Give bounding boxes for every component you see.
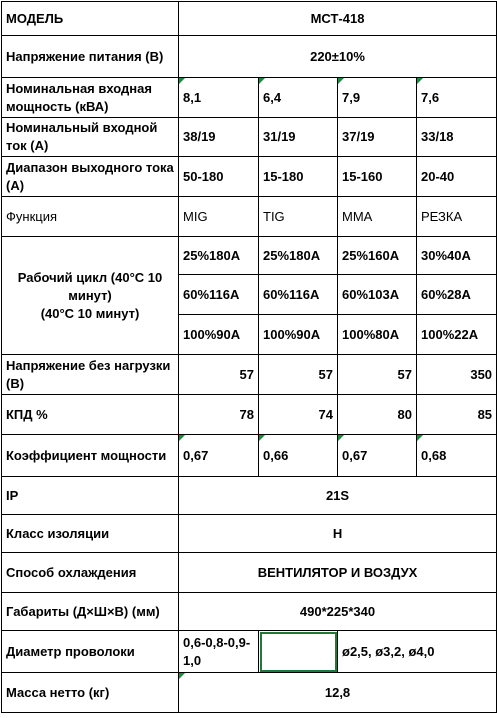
ip-value[interactable]: 21S [179, 477, 497, 515]
power-factor-cell[interactable]: 0,67 [179, 435, 259, 477]
rated-input-current-cell[interactable]: 33/18 [417, 118, 497, 157]
efficiency-cell[interactable]: 80 [338, 395, 417, 435]
model-label[interactable]: МОДЕЛЬ [2, 2, 179, 36]
power-factor-label[interactable]: Коэффициент мощности [2, 435, 179, 477]
row-dimensions [2, 593, 497, 631]
function-cell[interactable]: MMA [338, 197, 417, 237]
no-load-voltage-cell[interactable]: 57 [179, 355, 259, 395]
function-label[interactable]: Функция [2, 197, 179, 237]
duty-cycle-cell[interactable]: 100%22A [417, 315, 497, 355]
rated-input-power-cell[interactable]: 8,1 [179, 78, 259, 118]
function-cell[interactable]: РЕЗКА [417, 197, 497, 237]
cooling-label[interactable]: Способ охлаждения [2, 553, 179, 593]
supply-voltage-value[interactable]: 220±10% [179, 36, 497, 78]
duty-cycle-cell[interactable]: 25%180A [179, 237, 259, 275]
rated-input-current-label[interactable]: Номинальный входной ток (А) [2, 118, 179, 157]
rated-input-power-cell[interactable]: 7,9 [338, 78, 417, 118]
duty-cycle-label-line1: Рабочий цикл (40°C 10 минут) [17, 269, 163, 303]
rated-input-power-cell[interactable]: 7,6 [417, 78, 497, 118]
duty-cycle-cell[interactable]: 100%90A [179, 315, 259, 355]
row-insulation-class [2, 515, 497, 553]
duty-cycle-cell[interactable]: 60%116A [179, 275, 259, 315]
row-ip [2, 477, 497, 515]
row-duty-cycle-1 [2, 237, 497, 275]
duty-cycle-cell[interactable]: 100%80A [338, 315, 417, 355]
output-range-label[interactable]: Диапазон выходного тока (А) [2, 157, 179, 197]
model-value[interactable]: МСТ-418 [179, 2, 497, 36]
no-load-voltage-cell[interactable]: 57 [259, 355, 338, 395]
insulation-class-label[interactable]: Класс изоляции [2, 515, 179, 553]
ip-label[interactable]: IP [2, 477, 179, 515]
duty-cycle-cell[interactable]: 25%160A [338, 237, 417, 275]
cooling-value[interactable]: ВЕНТИЛЯТОР И ВОЗДУХ [179, 553, 497, 593]
function-cell[interactable]: MIG [179, 197, 259, 237]
rated-input-current-cell[interactable]: 31/19 [259, 118, 338, 157]
duty-cycle-cell[interactable]: 100%90A [259, 315, 338, 355]
efficiency-cell[interactable]: 78 [179, 395, 259, 435]
row-output-range [2, 157, 497, 197]
row-rated-input-power [2, 78, 497, 118]
duty-cycle-cell[interactable]: 60%116A [259, 275, 338, 315]
row-supply-voltage [2, 36, 497, 78]
no-load-voltage-cell[interactable]: 350 [417, 355, 497, 395]
supply-voltage-label[interactable]: Напряжение питания (В) [2, 36, 179, 78]
efficiency-cell[interactable]: 85 [417, 395, 497, 435]
duty-cycle-cell[interactable]: 30%40A [417, 237, 497, 275]
output-range-cell[interactable]: 15-180 [259, 157, 338, 197]
wire-diameter-label[interactable]: Диаметр проволоки [2, 631, 179, 673]
efficiency-cell[interactable]: 74 [259, 395, 338, 435]
wire-diameter-cell[interactable]: 0,6-0,8-0,9-1,0 [179, 631, 259, 673]
dimensions-label[interactable]: Габариты (Д×Ш×В) (мм) [2, 593, 179, 631]
no-load-voltage-label[interactable]: Напряжение без нагрузки (В) [2, 355, 179, 395]
row-wire-diameter [2, 631, 497, 673]
function-cell[interactable]: TIG [259, 197, 338, 237]
output-range-cell[interactable]: 50-180 [179, 157, 259, 197]
power-factor-cell[interactable]: 0,68 [417, 435, 497, 477]
row-efficiency [2, 395, 497, 435]
row-no-load-voltage [2, 355, 497, 395]
row-model [2, 2, 497, 36]
selected-cell[interactable] [259, 631, 338, 673]
rated-input-current-cell[interactable]: 37/19 [338, 118, 417, 157]
efficiency-label[interactable]: КПД % [2, 395, 179, 435]
net-weight-label[interactable]: Масса нетто (кг) [2, 673, 179, 713]
row-rated-input-current [2, 118, 497, 157]
no-load-voltage-cell[interactable]: 57 [338, 355, 417, 395]
dimensions-value[interactable]: 490*225*340 [179, 593, 497, 631]
net-weight-value[interactable]: 12,8 [179, 673, 497, 713]
duty-cycle-cell[interactable]: 60%103A [338, 275, 417, 315]
row-cooling [2, 553, 497, 593]
duty-cycle-label[interactable] [2, 237, 179, 355]
power-factor-cell[interactable]: 0,66 [259, 435, 338, 477]
rated-input-power-label[interactable]: Номинальная входная мощность (кВА) [2, 78, 179, 118]
rated-input-current-cell[interactable]: 38/19 [179, 118, 259, 157]
duty-cycle-cell[interactable]: 60%28A [417, 275, 497, 315]
output-range-cell[interactable]: 15-160 [338, 157, 417, 197]
output-range-cell[interactable]: 20-40 [417, 157, 497, 197]
wire-diameter-cell[interactable]: ø2,5, ø3,2, ø4,0 [338, 631, 497, 673]
power-factor-cell[interactable]: 0,67 [338, 435, 417, 477]
spec-table [1, 1, 497, 713]
duty-cycle-label-line2: (40°C 10 минут) [40, 305, 140, 321]
row-function [2, 197, 497, 237]
row-power-factor [2, 435, 497, 477]
insulation-class-value[interactable]: H [179, 515, 497, 553]
rated-input-power-cell[interactable]: 6,4 [259, 78, 338, 118]
row-net-weight [2, 673, 497, 713]
duty-cycle-cell[interactable]: 25%180A [259, 237, 338, 275]
